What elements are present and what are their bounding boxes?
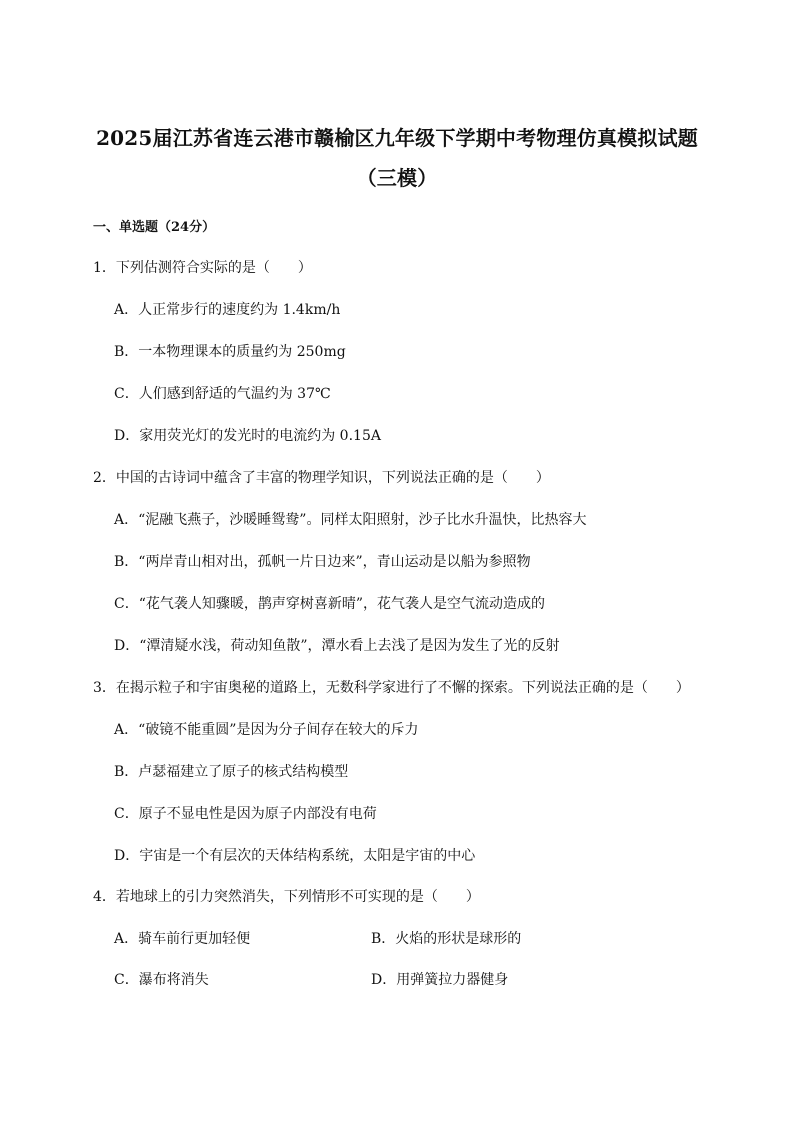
- question-text: 若地球上的引力突然消失，下列情形不可实现的是（ ）: [115, 889, 480, 905]
- option-letter: D．: [114, 848, 140, 864]
- question-1-option-a: [114, 299, 340, 319]
- question-3: [93, 677, 690, 697]
- question-3-option-d: [114, 845, 475, 865]
- section-heading: 一、单选题（24分）: [93, 220, 216, 235]
- option-letter: A．: [114, 302, 139, 318]
- option-letter: C．: [114, 972, 139, 988]
- option-letter: C．: [114, 596, 139, 612]
- question-2: [93, 467, 550, 487]
- option-text: “花气袭人知骤暖，鹊声穿树喜新晴”，花气袭人是空气流动造成的: [138, 596, 546, 612]
- question-3-option-b: [114, 761, 348, 781]
- question-4-option-d: [371, 969, 508, 989]
- option-letter: B．: [371, 931, 396, 947]
- exam-subtitle: （三模）: [356, 166, 438, 190]
- option-text: “潭清疑水浅，荷动知鱼散”，潭水看上去浅了是因为发生了光的反射: [139, 638, 560, 654]
- question-text: 在揭示粒子和宇宙奥秘的道路上，无数科学家进行了不懈的探索。下列说法正确的是（ ）: [115, 680, 690, 696]
- option-text: “泥融飞燕子，沙暖睡鸳鸯”。同样太阳照射，沙子比水升温快，比热容大: [138, 512, 587, 528]
- question-1-option-b: [114, 341, 346, 361]
- question-text: 下列估测符合实际的是（ ）: [115, 260, 312, 276]
- option-text: 用弹簧拉力器健身: [396, 972, 509, 988]
- option-text: 瀑布将消失: [138, 972, 209, 988]
- option-text: “破镜不能重圆”是因为分子间存在较大的斥力: [138, 722, 419, 738]
- option-letter: D．: [114, 428, 140, 444]
- option-letter: A．: [114, 931, 139, 947]
- question-4-option-a: [114, 928, 250, 948]
- exam-title: 2025届江苏省连云港市赣榆区九年级下学期中考物理仿真模拟试题: [96, 126, 698, 150]
- question-1-option-c: [114, 383, 331, 403]
- question-4: [93, 886, 480, 906]
- question-4-option-b: [371, 928, 521, 948]
- option-letter: D．: [114, 638, 140, 654]
- option-text: 骑车前行更加轻便: [138, 931, 251, 947]
- question-number: 1．: [93, 260, 116, 276]
- option-text: 人正常步行的速度约为 1.4km/h: [138, 302, 341, 318]
- option-text: 一本物理课本的质量约为 250mg: [138, 344, 346, 360]
- option-letter: C．: [114, 386, 139, 402]
- option-text: 原子不显电性是因为原子内部没有电荷: [138, 806, 377, 822]
- option-letter: C．: [114, 806, 139, 822]
- option-letter: D．: [371, 972, 397, 988]
- option-text: “两岸青山相对出，孤帆一片日边来”，青山运动是以船为参照物: [138, 554, 531, 570]
- question-3-option-a: [114, 719, 418, 739]
- question-number: 2．: [93, 470, 116, 486]
- question-number: 3．: [93, 680, 116, 696]
- question-2-option-b: [114, 551, 531, 571]
- question-2-option-c: [114, 593, 545, 613]
- option-letter: B．: [114, 764, 139, 780]
- option-letter: A．: [114, 512, 139, 528]
- question-text: 中国的古诗词中蕴含了丰富的物理学知识，下列说法正确的是（ ）: [115, 470, 550, 486]
- question-1-option-d: [114, 425, 381, 445]
- option-text: 火焰的形状是球形的: [395, 931, 522, 947]
- option-letter: A．: [114, 722, 139, 738]
- option-text: 人们感到舒适的气温约为 37℃: [138, 386, 331, 402]
- question-3-option-c: [114, 803, 377, 823]
- question-1: [93, 257, 312, 277]
- option-text: 卢瑟福建立了原子的核式结构模型: [138, 764, 349, 780]
- question-4-option-c: [114, 969, 209, 989]
- question-2-option-d: [114, 635, 560, 655]
- option-letter: B．: [114, 344, 139, 360]
- option-letter: B．: [114, 554, 139, 570]
- option-text: 宇宙是一个有层次的天体结构系统，太阳是宇宙的中心: [139, 848, 476, 864]
- question-number: 4．: [93, 889, 116, 905]
- option-text: 家用荧光灯的发光时的电流约为 0.15A: [139, 428, 381, 444]
- question-2-option-a: [114, 509, 586, 529]
